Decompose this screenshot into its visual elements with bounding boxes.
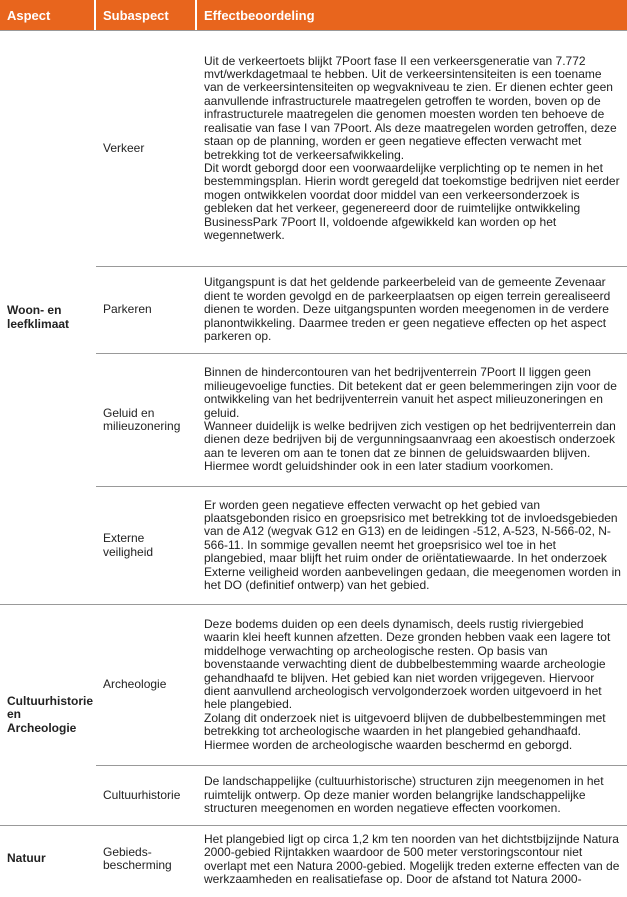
effect-cell	[197, 267, 627, 354]
effect-paragraph: Zolang dit onderzoek niet is uitgevoerd blijven de dubbelbestemmingen met betrekking tot archeologische waarden in het plangebied gehandhaafd. Hiermee worden de archeologische waarden beschermd en geborgd.	[204, 710, 606, 752]
header-aspect: Aspect	[0, 0, 96, 30]
header-effect: Effectbeoordeling	[197, 0, 627, 30]
effect-paragraph: Dit wordt geborgd door een voorwaardelijke verplichting op te nemen in het bestemmingsplan. Hierin wordt geregeld dat toekomstige bedrijven niet eerder mogen ontwikkelen voordat door middel van een verkeersonderzoek is gebleken dat het verkeer, gegenereerd door de ruimtelijke ontwikkeling BusinessPark 7Poort II, voldoende afgewikkeld kan worden op het wegennetwerk.	[204, 160, 620, 242]
effect-paragraph: Uit de verkeertoets blijkt 7Poort fase II een verkeersgeneratie van 7.772 mvt/werkdagetmaal te hebben. Uit de verkeersintensiteiten is een toename van de verkeersintensiteiten op wegvakniveau te zien. Er dienen echter geen aanvullende infrastructurele maatregelen getroffen te worden, boven op de infrastructurele maatregelen die genomen moesten worden ten behoeve de realisatie van fase I van 7Poort. Als deze maatregelen worden getroffen, deze staan op de planning, worden er geen negatieve effecten verwacht met betrekking tot de verkeersafwikkeling.	[204, 53, 617, 162]
effect-paragraph: Het plangebied ligt op circa 1,2 km ten noorden van het dichtstbijzijnde Natura 2000-gebied Rijntakken waardoor de 500 meter verstoringscontour niet overlapt met een Natura 2000-gebied. Mogelijk treden externe effecten van de werkzaamheden en realisatiefase op. Door de afstand tot Natura 2000-	[204, 832, 620, 887]
effect-cell	[197, 30, 627, 267]
subaspect-cell: Archeologie	[96, 605, 197, 766]
subaspect-cell: Cultuurhistorie	[96, 766, 197, 826]
effect-paragraph: Deze bodems duiden op een deels dynamisch, deels rustig riviergebied waarin klei heeft kunnen afzetten. Deze gronden hebben vaak een lagere tot middelhoge verwachting op archeologische resten. Op basis van bovenstaande verwachting dient de dubbelbestemming waarde archeologie gehandhaafd te blijven. Het gebied kan niet worden vrijgegeven. Hiervoor dient aanvullend archeologisch vervolgonderzoek worden uitgevoerd in het hele plangebied.	[204, 616, 611, 712]
table-row	[0, 826, 627, 892]
table-header-row	[0, 0, 627, 30]
effect-paragraph: Er worden geen negatieve effecten verwacht op het gebied van plaatsgebonden risico en groepsrisico met betrekking tot de invloedsgebieden van de A12 (wegvak G12 en G13) en de leidingen -512, A-523, N-566-02, N-566-11. In sommige gevallen neemt het groepsrisico wel toe in het plangebied, maar blijft het ruim onder de oriëntatiewaarde. In het onderzoek Externe veiligheid worden aanbevelingen gedaan, die meegenomen worden in het DO (definitief ontwerp) van het gebied.	[204, 497, 621, 593]
effect-cell	[197, 487, 627, 605]
subaspect-cell: Verkeer	[96, 30, 197, 267]
aspect-cell: Cultuurhistorie en Archeologie	[0, 605, 96, 826]
effect-cell	[197, 605, 627, 766]
aspect-cell: Natuur	[7, 851, 46, 866]
table-row	[0, 30, 627, 267]
aspect-cell: Woon- en leefklimaat	[0, 30, 96, 605]
subaspect-cell: Gebieds-bescherming	[103, 844, 172, 872]
table-row	[0, 605, 627, 766]
subaspect-cell: Parkeren	[96, 267, 197, 354]
effect-cell	[197, 826, 627, 892]
subaspect-cell: Geluid en milieuzonering	[96, 354, 197, 487]
header-subaspect: Subaspect	[96, 0, 197, 30]
effect-paragraph: Uitgangspunt is dat het geldende parkeerbeleid van de gemeente Zevenaar dient te worden gevolgd en de parkeerplaatsen op eigen terrein gerealiseerd dienen te worden. Deze uitgangspunten worden meegenomen in de verdere planontwikkeling. Daarmee treden er geen negatieve effecten op het aspect parkeren op.	[204, 275, 611, 344]
effect-cell	[197, 766, 627, 826]
effect-cell	[197, 354, 627, 487]
effect-paragraph: Wanneer duidelijk is welke bedrijven zich vestigen op het bedrijventerrein dan dienen deze bedrijven bij de vergunningsaanvraag een akoestisch onderzoek aan te leveren om aan te tonen dat ze binnen de geluidswaarden blijven. Hiermee wordt geluidshinder ook in een later stadium voorkomen.	[204, 419, 616, 474]
subaspect-cell: Externe veiligheid	[96, 487, 197, 605]
effect-paragraph: De landschappelijke (cultuurhistorische) structuren zijn meegenomen in het ruimtelijk ontwerp. Op deze manier worden belangrijke landschappelijke structuren meegenomen en worden negatieve effecten voorkomen.	[204, 774, 604, 816]
effect-paragraph: Binnen de hindercontouren van het bedrijventerrein 7Poort II liggen geen milieugevoelige functies. Dit betekent dat er geen belemmeringen zijn voor de ontwikkeling van het bedrijventerrein vanuit het aspect milieuzoneringen en geluid.	[204, 365, 617, 420]
